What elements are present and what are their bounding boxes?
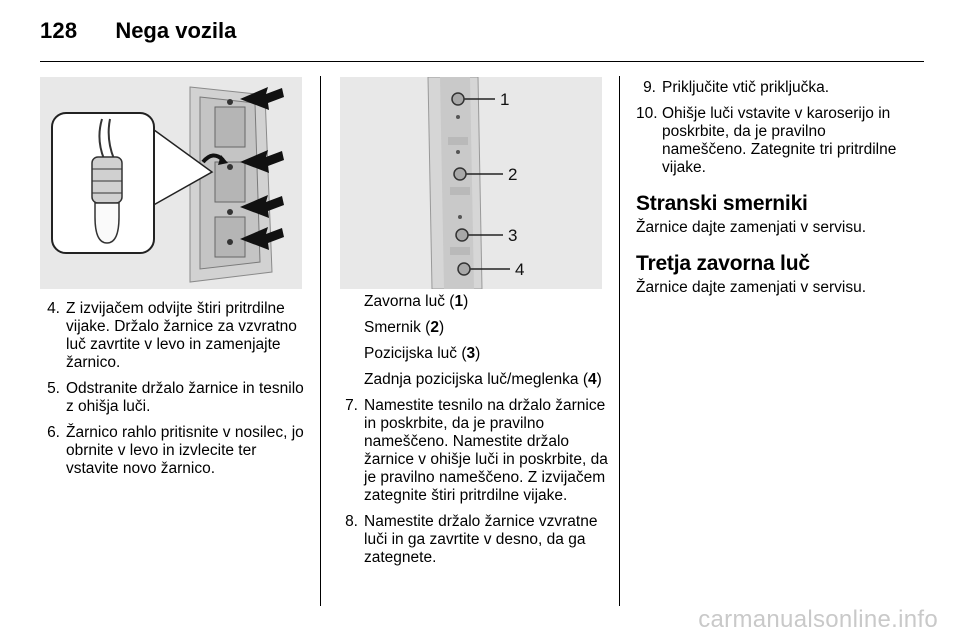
- step-number: 8.: [345, 513, 358, 530]
- callout-item: Zavorna luč (1): [364, 293, 469, 310]
- callout-item: Pozicijska luč (3): [364, 345, 481, 362]
- step-list: [338, 397, 608, 567]
- column-1: [40, 300, 310, 486]
- bulb-holder-figure: [40, 77, 302, 289]
- section-heading: Tretja zavorna luč: [636, 252, 810, 275]
- section-note: Žarnice dajte zamenjati v servisu.: [636, 279, 867, 296]
- lamp-housing-figure: [340, 77, 602, 289]
- step-item: [40, 424, 310, 478]
- column-divider-1: [320, 76, 321, 606]
- step-number: 5.: [47, 380, 60, 397]
- step-number: 7.: [345, 397, 358, 414]
- column-divider-2: [619, 76, 620, 606]
- step-text: Priključite vtič priključka.: [662, 79, 830, 96]
- lamp-label-4: 4: [515, 260, 525, 279]
- step-number: 9.: [643, 79, 656, 96]
- watermark: carmanualsonline.info: [698, 606, 938, 633]
- header-rule: [40, 61, 924, 62]
- callout-item: Zadnja pozicijska luč/meglenka (4): [364, 371, 602, 388]
- section-note: Žarnice dajte zamenjati v servisu.: [636, 219, 867, 236]
- callout-list: [338, 293, 608, 389]
- step-item: [40, 300, 310, 372]
- section-third-brake-light: [636, 252, 904, 297]
- lamp-marker-4: [458, 263, 470, 275]
- lamp-label-1: 1: [500, 90, 510, 109]
- step-item: [636, 105, 904, 177]
- step-item: [636, 79, 904, 97]
- lamp-housing-illustration: [340, 77, 602, 289]
- step-text: Ohišje luči vstavite v karoserijo in poskrbite, da je pravilno nameščeno. Zategnite tri pritrdilne vijake.: [662, 105, 897, 176]
- step-item: [40, 380, 310, 416]
- page-header: [40, 18, 236, 48]
- callout-item: Smernik (2): [364, 319, 445, 336]
- step-list: [636, 79, 904, 177]
- lamp-label-3: 3: [508, 226, 518, 245]
- step-number: 4.: [47, 300, 60, 317]
- page-title: Nega vozila: [115, 18, 237, 43]
- section-side-indicators: [636, 192, 904, 237]
- step-number: 6.: [47, 424, 60, 441]
- lamp-marker-3: [456, 229, 468, 241]
- step-text: Odstranite držalo žarnice in tesnilo z ohišja luči.: [66, 380, 304, 415]
- column-3: [636, 79, 904, 297]
- column-2: [338, 293, 608, 575]
- step-item: [338, 513, 608, 567]
- step-text: Z izvijačem odvijte štiri pritrdilne vijake. Držalo žarnice za vzvratno luč zavrtite v levo in zamenjajte žarnico.: [66, 300, 297, 371]
- section-heading: Stranski smerniki: [636, 192, 808, 215]
- lamp-marker-1: [452, 93, 464, 105]
- step-number: 10.: [636, 105, 658, 122]
- step-text: Žarnico rahlo pritisnite v nosilec, jo obrnite v levo in izvlecite ter vstavite novo žarnico.: [66, 424, 304, 477]
- page-number: 128: [40, 18, 78, 43]
- lamp-marker-2: [454, 168, 466, 180]
- step-text: Namestite držalo žarnice vzvratne luči in ga zavrtite v desno, da ga zategnete.: [364, 513, 598, 566]
- bulb-holder-illustration: [40, 77, 302, 289]
- step-list: [40, 300, 310, 478]
- step-item: [338, 397, 608, 505]
- lamp-label-2: 2: [508, 165, 518, 184]
- step-text: Namestite tesnilo na držalo žarnice in poskrbite, da je pravilno nameščeno. Namestite držalo žarnice v ohišje luči in poskrbite, da je pravilno nameščeno. Z izvijačem zategnite štiri pritrdilne vijake.: [364, 397, 608, 504]
